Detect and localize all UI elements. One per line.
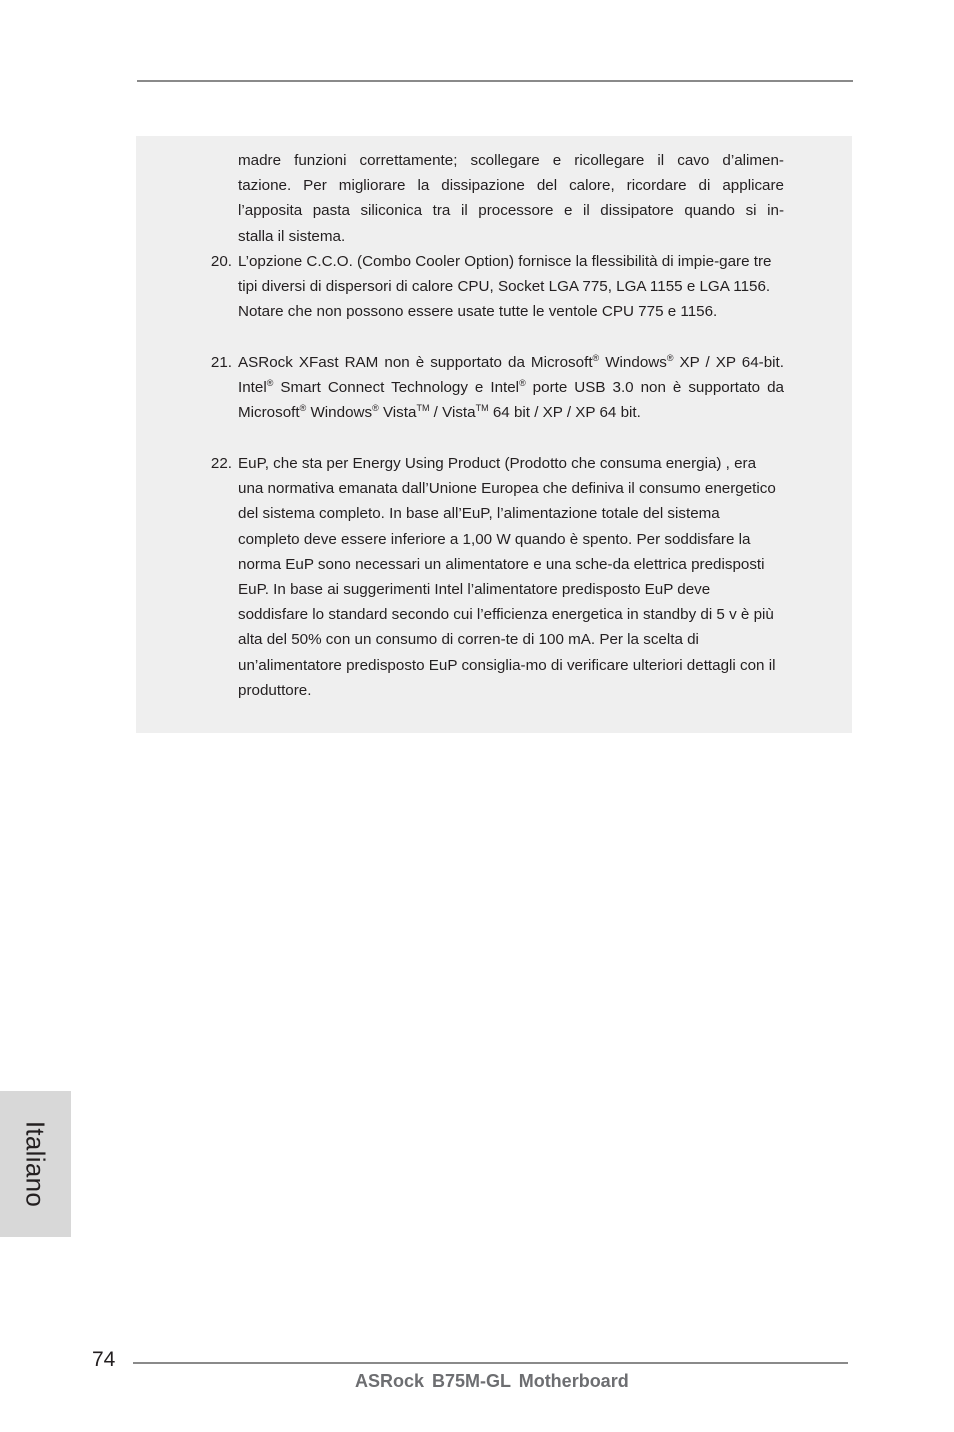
item-22-number: 22.	[210, 455, 232, 472]
language-label: Italiano	[20, 1120, 51, 1208]
continuation-line-4: stalla il sistema.	[238, 227, 346, 245]
trademark-mark: TM	[475, 403, 489, 414]
item-21-part-7: Vista	[378, 404, 417, 422]
registered-mark: ®	[592, 353, 600, 363]
item-21-number: 21.	[210, 354, 232, 371]
item-21-part-4: Smart Connect Technology e Intel	[273, 379, 520, 397]
item-21-part-8: / Vista	[429, 404, 476, 422]
footer-rule	[133, 1362, 848, 1364]
item-21-part-1: ASRock XFast RAM non è supportato da Microsoft	[238, 354, 593, 371]
registered-mark: ®	[266, 378, 274, 389]
item-20-text: L’opzione C.C.O. (Combo Cooler Option) fornisce la flessibilità di impie-gare tre tipi diversi di dispersori di calore CPU, Socket LGA 775, LGA 1155 e LGA 1156. Notare che non possono essere usate tutte le ventole CPU 775 e 1156.	[238, 253, 772, 321]
item-20-number: 20.	[210, 253, 232, 270]
continuation-line-1: madre funzioni correttamente; scollegare e ricollegare il cavo d’alimen-	[238, 152, 784, 169]
item-21-part-3: XP / XP 64-bit. Intel	[238, 354, 784, 397]
registered-mark: ®	[299, 403, 307, 414]
continuation-paragraph	[238, 148, 784, 249]
footer-product-title: ASRock B75M-GL Motherboard	[355, 1371, 629, 1391]
trademark-mark: TM	[416, 403, 430, 414]
item-21-part-2: Windows	[599, 354, 667, 371]
header-rule	[137, 80, 853, 82]
item-22-text: EuP, che sta per Energy Using Product (Prodotto che consuma energia) , era una normativa emanata dall’Unione Europea che definiva il consumo energetico del sistema completo. In base all’EuP, l’alimentazione totale del sistema completo deve essere inferiore a 1,00 W quando è spento. Per soddisfare la norma EuP sono necessari un alimentatore e una sche-da elettrica predisposti EuP. In base ai suggerimenti Intel l’alimentatore predisposto EuP deve soddisfare lo standard secondo cui l’efficienza energetica in standby di 5 v è più alta del 50% con un consumo di corren-te di 100 mA. Per la scelta di un’alimentatore predisposto EuP consiglia-mo di verificare ulteriori dettagli con il produttore.	[238, 455, 776, 699]
item-21-part-9: 64 bit / XP / XP 64 bit.	[488, 404, 641, 422]
page-number: 74	[92, 1348, 116, 1371]
registered-mark: ®	[372, 403, 379, 414]
item-21-part-5: porte USB 3.0 non è supportato da Microsoft	[238, 379, 784, 422]
continuation-line-2: tazione. Per migliorare la dissipazione del calore, ricordare di applicare	[238, 177, 784, 195]
continuation-line-3: l’apposita pasta siliconica tra il processore e il dissipatore quando si in-	[238, 202, 784, 220]
registered-mark: ®	[666, 353, 674, 363]
language-side-tab	[0, 1091, 71, 1237]
registered-mark: ®	[519, 378, 526, 389]
item-21-part-6: Windows	[306, 404, 373, 422]
item-21-text	[238, 350, 784, 426]
